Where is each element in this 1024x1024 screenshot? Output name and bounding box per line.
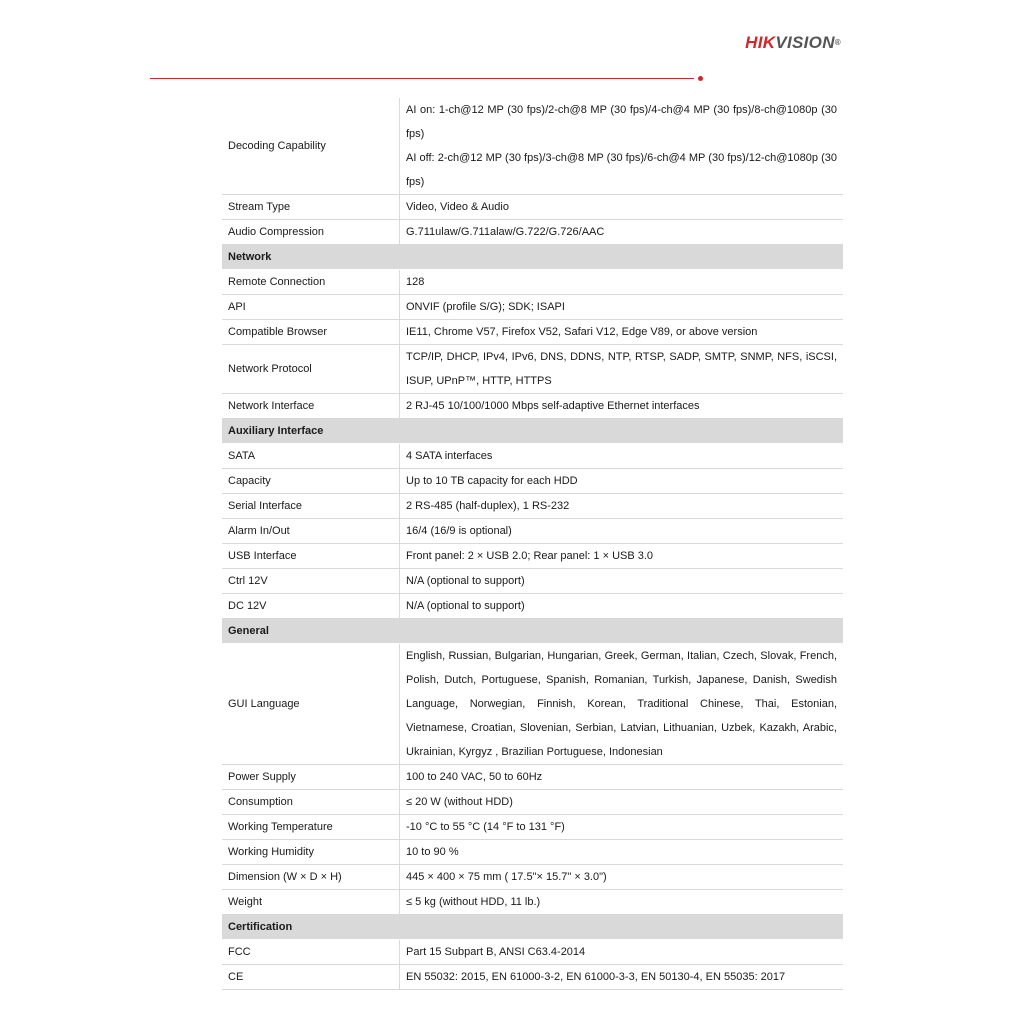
section-header-certification (222, 915, 843, 940)
logo-vision-text: VISION (775, 33, 835, 52)
section-header-auxiliary-interface (222, 419, 843, 444)
spec-row-dc-12v (222, 594, 843, 619)
spec-value: N/A (optional to support) (400, 594, 844, 619)
spec-value: EN 55032: 2015, EN 61000-3-2, EN 61000-3-3, EN 50130-4, EN 55035: 2017 (400, 965, 844, 990)
spec-row-audio-compression (222, 220, 843, 245)
spec-table-body (222, 98, 843, 990)
hikvision-logo (745, 33, 841, 53)
spec-value: G.711ulaw/G.711alaw/G.722/G.726/AAC (400, 220, 844, 245)
spec-row-usb-interface (222, 544, 843, 569)
spec-row-decoding-capability (222, 98, 843, 195)
spec-value: ONVIF (profile S/G); SDK; ISAPI (400, 295, 844, 320)
spec-row-remote-connection (222, 270, 843, 295)
spec-value: 100 to 240 VAC, 50 to 60Hz (400, 765, 844, 790)
spec-value: -10 °C to 55 °C (14 °F to 131 °F) (400, 815, 844, 840)
section-header-general (222, 619, 843, 644)
spec-row-compatible-browser (222, 320, 843, 345)
spec-row-stream-type (222, 195, 843, 220)
spec-label: FCC (222, 940, 400, 965)
spec-row-working-temperature (222, 815, 843, 840)
spec-label: Serial Interface (222, 494, 400, 519)
spec-value: TCP/IP, DHCP, IPv4, IPv6, DNS, DDNS, NTP, RTSP, SADP, SMTP, SNMP, NFS, iSCSI, ISUP, UPnP™, HTTP, HTTPS (400, 345, 844, 394)
spec-row-fcc (222, 940, 843, 965)
spec-label: GUI Language (222, 644, 400, 765)
header-divider-line (150, 78, 694, 79)
spec-value: ≤ 20 W (without HDD) (400, 790, 844, 815)
spec-value: English, Russian, Bulgarian, Hungarian, Greek, German, Italian, Czech, Slovak, French, Polish, Dutch, Portuguese, Spanish, Romanian, Turkish, Japanese, Danish, Swedish Language, Norwegian, Finnish, Korean, Traditional Chinese, Thai, Estonian, Vietnamese, Croatian, Slovenian, Serbian, Latvian, Lithuanian, Uzbek, Kazakh, Arabic, Ukrainian, Kyrgyz , Brazilian Portuguese, Indonesian (400, 644, 844, 765)
spec-label: API (222, 295, 400, 320)
spec-table (222, 98, 843, 990)
spec-label: SATA (222, 444, 400, 469)
logo-registered-mark: ® (834, 38, 841, 47)
spec-label: Compatible Browser (222, 320, 400, 345)
spec-row-network-protocol (222, 345, 843, 394)
spec-label: Alarm In/Out (222, 519, 400, 544)
spec-value: 128 (400, 270, 844, 295)
spec-value: 2 RS-485 (half-duplex), 1 RS-232 (400, 494, 844, 519)
spec-value: 10 to 90 % (400, 840, 844, 865)
spec-label: Decoding Capability (222, 98, 400, 195)
spec-value-line: AI on: 1-ch@12 MP (30 fps)/2-ch@8 MP (30 fps)/4-ch@4 MP (30 fps)/8-ch@1080p (30 fps) (406, 104, 837, 140)
spec-row-working-humidity (222, 840, 843, 865)
spec-value: N/A (optional to support) (400, 569, 844, 594)
spec-row-ce (222, 965, 843, 990)
spec-row-power-supply (222, 765, 843, 790)
spec-label: Consumption (222, 790, 400, 815)
spec-value: 16/4 (16/9 is optional) (400, 519, 844, 544)
spec-value: 445 × 400 × 75 mm ( 17.5"× 15.7" × 3.0") (400, 865, 844, 890)
spec-value: 2 RJ-45 10/100/1000 Mbps self-adaptive Ethernet interfaces (400, 394, 844, 419)
spec-row-api (222, 295, 843, 320)
spec-row-sata (222, 444, 843, 469)
spec-row-network-interface (222, 394, 843, 419)
spec-row-consumption (222, 790, 843, 815)
spec-value: 4 SATA interfaces (400, 444, 844, 469)
spec-label: Weight (222, 890, 400, 915)
section-title: Network (222, 245, 843, 270)
section-title: Auxiliary Interface (222, 419, 843, 444)
spec-label: Network Protocol (222, 345, 400, 394)
spec-label: Audio Compression (222, 220, 400, 245)
spec-label: Working Humidity (222, 840, 400, 865)
spec-label: Dimension (W × D × H) (222, 865, 400, 890)
section-header-network (222, 245, 843, 270)
spec-row-ctrl-12v (222, 569, 843, 594)
spec-row-alarm-in-out (222, 519, 843, 544)
spec-value (400, 98, 844, 195)
spec-label: Working Temperature (222, 815, 400, 840)
spec-value: Up to 10 TB capacity for each HDD (400, 469, 844, 494)
spec-label: Capacity (222, 469, 400, 494)
header-divider-dot (698, 76, 703, 81)
spec-label: Power Supply (222, 765, 400, 790)
spec-value: Front panel: 2 × USB 2.0; Rear panel: 1 × USB 3.0 (400, 544, 844, 569)
spec-label: Stream Type (222, 195, 400, 220)
logo-hik-text: HIK (745, 33, 776, 52)
spec-value-line: AI off: 2-ch@12 MP (30 fps)/3-ch@8 MP (30 fps)/6-ch@4 MP (30 fps)/12-ch@1080p (30 fps) (406, 152, 837, 188)
spec-row-gui-language (222, 644, 843, 765)
spec-label: Remote Connection (222, 270, 400, 295)
spec-label: Ctrl 12V (222, 569, 400, 594)
spec-label: DC 12V (222, 594, 400, 619)
spec-label: Network Interface (222, 394, 400, 419)
spec-value: Video, Video & Audio (400, 195, 844, 220)
spec-row-weight (222, 890, 843, 915)
spec-row-capacity (222, 469, 843, 494)
spec-value: Part 15 Subpart B, ANSI C63.4-2014 (400, 940, 844, 965)
spec-label: USB Interface (222, 544, 400, 569)
spec-row-serial-interface (222, 494, 843, 519)
spec-value: IE11, Chrome V57, Firefox V52, Safari V12, Edge V89, or above version (400, 320, 844, 345)
spec-label: CE (222, 965, 400, 990)
section-title: General (222, 619, 843, 644)
spec-value: ≤ 5 kg (without HDD, 11 lb.) (400, 890, 844, 915)
spec-row-dimension-w-d-h (222, 865, 843, 890)
section-title: Certification (222, 915, 843, 940)
